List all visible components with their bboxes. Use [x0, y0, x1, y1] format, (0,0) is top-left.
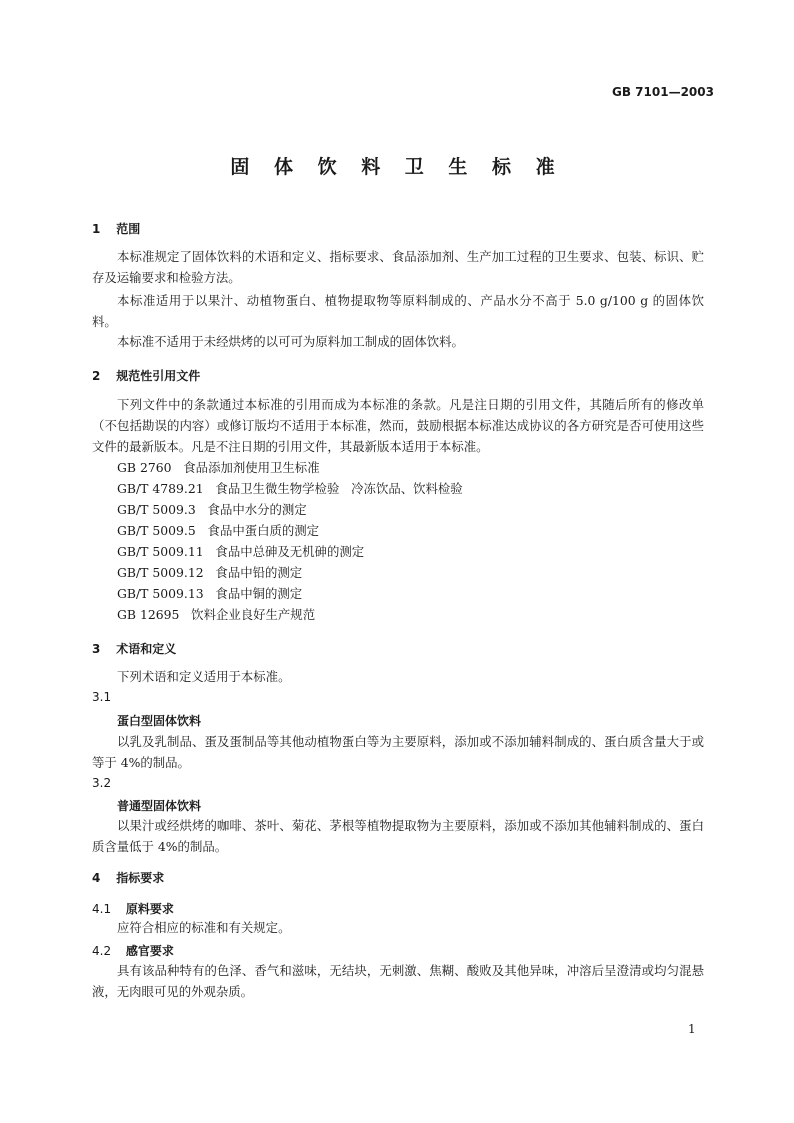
subsection-number: 4.2 [92, 944, 112, 958]
reference-item: GB 2760 食品添加剂使用卫生标准 [117, 460, 320, 475]
reference-item: GB/T 5009.3 食品中水分的测定 [117, 502, 307, 517]
reference-item: GB 12695 饮料企业良好生产规范 [117, 607, 316, 622]
standard-number: GB 7101—2003 [612, 85, 714, 99]
subsection-number: 4.1 [92, 902, 112, 916]
reference-item: GB/T 5009.11 食品中总砷及无机砷的测定 [117, 544, 365, 559]
subsection-4-2-text: 具有该品种特有的色泽、香气和滋味，无结块，无刺激、焦糊、酸败及其他异味，冲溶后呈澄清或均匀混悬液，无肉眼可见的外观杂质。 [92, 963, 704, 999]
section-4-heading [92, 869, 164, 886]
section-title: 术语和定义 [116, 642, 177, 656]
subsection-title: 感官要求 [125, 944, 174, 958]
section-number: 2 [92, 369, 101, 383]
section-number: 3 [92, 642, 101, 656]
section-1-para-1: 本标准规定了固体饮料的术语和定义、指标要求、食品添加剂、生产加工过程的卫生要求、包装、标识、贮存及运输要求和检验方法。 [92, 249, 704, 285]
section-number: 1 [92, 222, 101, 236]
section-2-intro: 下列文件中的条款通过本标准的引用而成为本标准的条款。凡是注日期的引用文件，其随后所有的修改单（不包括勘误的内容）或修订版均不适用于本标准，然而，鼓励根据本标准达成协议的各方研究是否可使用这些文件的最新版本。凡是不注日期的引用文件，其最新版本适用于本标准。 [92, 397, 704, 454]
page-number: 1 [688, 1022, 696, 1036]
reference-item: GB/T 5009.5 食品中蛋白质的测定 [117, 523, 320, 538]
section-title: 指标要求 [116, 871, 165, 885]
term-name: 普通型固体饮料 [117, 799, 202, 813]
section-1-para-2: 本标准适用于以果汁、动植物蛋白、植物提取物等原料制成的、产品水分不高于 5.0 g/100 g 的固体饮料。 [92, 293, 704, 329]
term-definition: 以乳及乳制品、蛋及蛋制品等其他动植物蛋白等为主要原料，添加或不添加辅料制成的、蛋白质含量大于或等于 4%的制品。 [92, 734, 704, 770]
term-definition: 以果汁或经烘烤的咖啡、茶叶、菊花、茅根等植物提取物为主要原料，添加或不添加其他辅料制成的、蛋白质含量低于 4%的制品。 [92, 818, 704, 854]
reference-item: GB/T 5009.13 食品中铜的测定 [117, 586, 303, 601]
section-number: 4 [92, 871, 101, 885]
subsection-4-1-heading [92, 900, 174, 917]
reference-item: GB/T 5009.12 食品中铅的测定 [117, 565, 303, 580]
document-title: 固 体 饮 料 卫 生 标 准 [230, 156, 564, 178]
reference-item: GB/T 4789.21 食品卫生微生物学检验 冷冻饮品、饮料检验 [117, 481, 463, 496]
subsection-4-2-heading [92, 942, 174, 959]
section-title: 规范性引用文件 [116, 369, 201, 383]
term-number: 3.2 [92, 776, 112, 790]
term-number: 3.1 [92, 690, 112, 704]
term-name: 蛋白型固体饮料 [117, 714, 202, 728]
section-2-heading [92, 367, 200, 384]
section-3-heading [92, 640, 176, 657]
subsection-title: 原料要求 [125, 902, 174, 916]
section-1-para-3: 本标准不适用于未经烘烤的以可可为原料加工制成的固体饮料。 [117, 334, 464, 349]
section-title: 范围 [116, 222, 141, 236]
section-3-intro: 下列术语和定义适用于本标准。 [117, 669, 291, 684]
subsection-4-1-text: 应符合相应的标准和有关规定。 [117, 920, 291, 935]
section-1-heading [92, 220, 140, 237]
